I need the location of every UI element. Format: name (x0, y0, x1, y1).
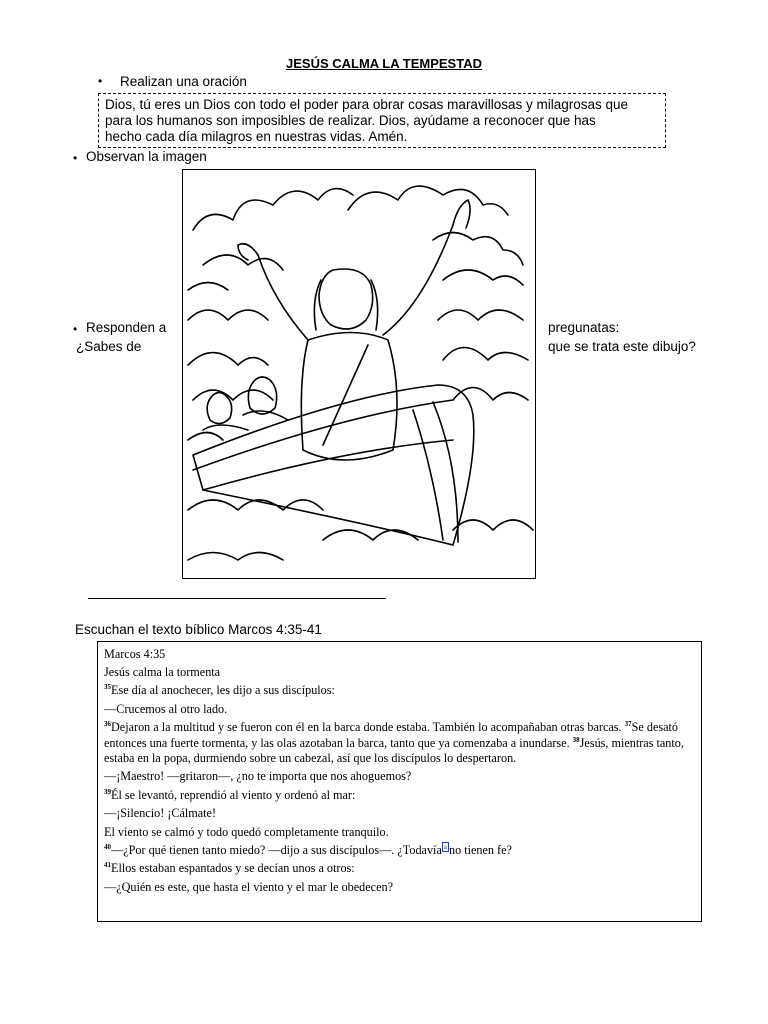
boat-plank (433, 402, 458, 542)
boat-hull (193, 385, 474, 545)
prayer-line-2: para los humanos son imposibles de realizar. Dios, ayúdame a reconocer que has (105, 113, 596, 128)
verse-36-37-38 (104, 719, 695, 768)
verse-text: Dejaron a la multitud y se fueron con él en la barca donde estaba. También lo acompañaban otras barcas. (111, 720, 622, 735)
verse-number: 37 (624, 720, 632, 729)
step3-left-line1: Responden a (86, 320, 167, 335)
answer-line (88, 598, 386, 599)
bullet-step2: • (73, 151, 78, 165)
verse-text: Ese día al anochecer, les dijo a sus discípulos: (111, 683, 335, 698)
step2-label: Observan la imagen (86, 149, 207, 164)
bullet-step3: • (73, 322, 78, 336)
verse-text: Se desató entonces una fuerte tormenta, y las olas azotaban la barca, tanto que ya comenzaba a inundarse. (104, 720, 679, 750)
verse-text: Él se levantó, reprendió al viento y ordenó al mar: (111, 787, 356, 802)
verse-41-b: —¿Quién es este, que hasta el viento y el mar le obedecen? (104, 879, 393, 894)
jesus-right-hand (453, 200, 470, 228)
verse-number: 41 (104, 861, 111, 870)
boat-plank (203, 440, 453, 490)
verse-number: 38 (572, 735, 580, 744)
jesus-robe (301, 333, 397, 461)
jesus-sash (323, 345, 368, 445)
bible-text-box (97, 641, 702, 922)
disciple-head (207, 393, 232, 424)
jesus-hair (314, 280, 377, 330)
wave-shape (453, 520, 533, 530)
verse-35-b: —Crucemos al otro lado. (104, 701, 228, 716)
bible-heading: Jesús calma la tormenta (104, 664, 221, 679)
step1-label: Realizan una oración (120, 74, 247, 89)
verse-40 (104, 841, 695, 859)
verse-39 (104, 786, 695, 804)
cloud-shape (433, 233, 523, 266)
verse-35 (104, 682, 695, 700)
verse-text: no tienen fe? (448, 842, 512, 857)
verse-39-c: El viento se calmó y todo quedó completamente tranquilo. (104, 824, 389, 839)
prayer-line-3: hecho cada día milagros en nuestras vidas. Amén. (105, 129, 408, 144)
verse-number: 39 (104, 787, 111, 796)
wave-shape (193, 390, 273, 400)
verse-39-b: —¡Silencio! ¡Cálmate! (104, 806, 217, 821)
boat-plank (413, 410, 443, 540)
verse-38-b: —¡Maestro! —gritaron—, ¿no te importa que nos ahoguemos? (104, 769, 412, 784)
verse-text: —¿Por qué tienen tanto miedo? —dijo a sus discípulos—. ¿Todavía (111, 842, 442, 857)
step4-label: Escuchan el texto bíblico Marcos 4:35-41 (75, 622, 322, 637)
verse-number: 36 (104, 720, 111, 729)
wave-shape (188, 310, 268, 320)
wave-shape (188, 553, 283, 561)
wave-shape (323, 530, 418, 540)
verse-41 (104, 860, 695, 878)
prayer-line-1: Dios, tú eres un Dios con todo el poder para obrar cosas maravillosas y milagrosas que (105, 97, 629, 112)
jesus-calms-storm-drawing (183, 170, 535, 578)
footnote-link[interactable]: a (443, 842, 447, 851)
disciple-body (203, 411, 288, 430)
step3-right-line1: pregunatas: (548, 320, 620, 335)
wave-shape (188, 353, 268, 366)
page-title: JESÚS CALMA LA TEMPESTAD (286, 56, 482, 71)
bullet-step1: • (98, 74, 103, 88)
jesus-left-arm (258, 255, 308, 340)
wave-shape (438, 310, 523, 320)
step3-left-line2: ¿Sabes de (76, 339, 142, 354)
prayer-box (98, 93, 666, 148)
verse-text: Ellos estaban espantados y se decían unos a otros: (111, 861, 355, 876)
verse-number: 35 (104, 683, 111, 692)
disciple-head (248, 377, 276, 414)
wave-shape (188, 433, 223, 441)
jesus-left-hand (238, 244, 258, 260)
cloud-shape (443, 270, 523, 285)
cloud-shape (348, 186, 508, 215)
verse-number: 40 (104, 842, 111, 851)
step3-right-line2: que se trata este dibujo? (548, 339, 696, 354)
jesus-head (319, 269, 373, 329)
wave-shape (443, 348, 528, 361)
verse-text: Jesús, mientras tanto, estaba en la popa, durmiendo sobre un cabezal, así que los discípulos lo despertaron. (104, 735, 684, 765)
storm-boat-illustration (182, 169, 536, 579)
cloud-shape (188, 283, 228, 291)
bible-reference: Marcos 4:35 (104, 646, 166, 661)
cloud-shape (193, 189, 353, 230)
